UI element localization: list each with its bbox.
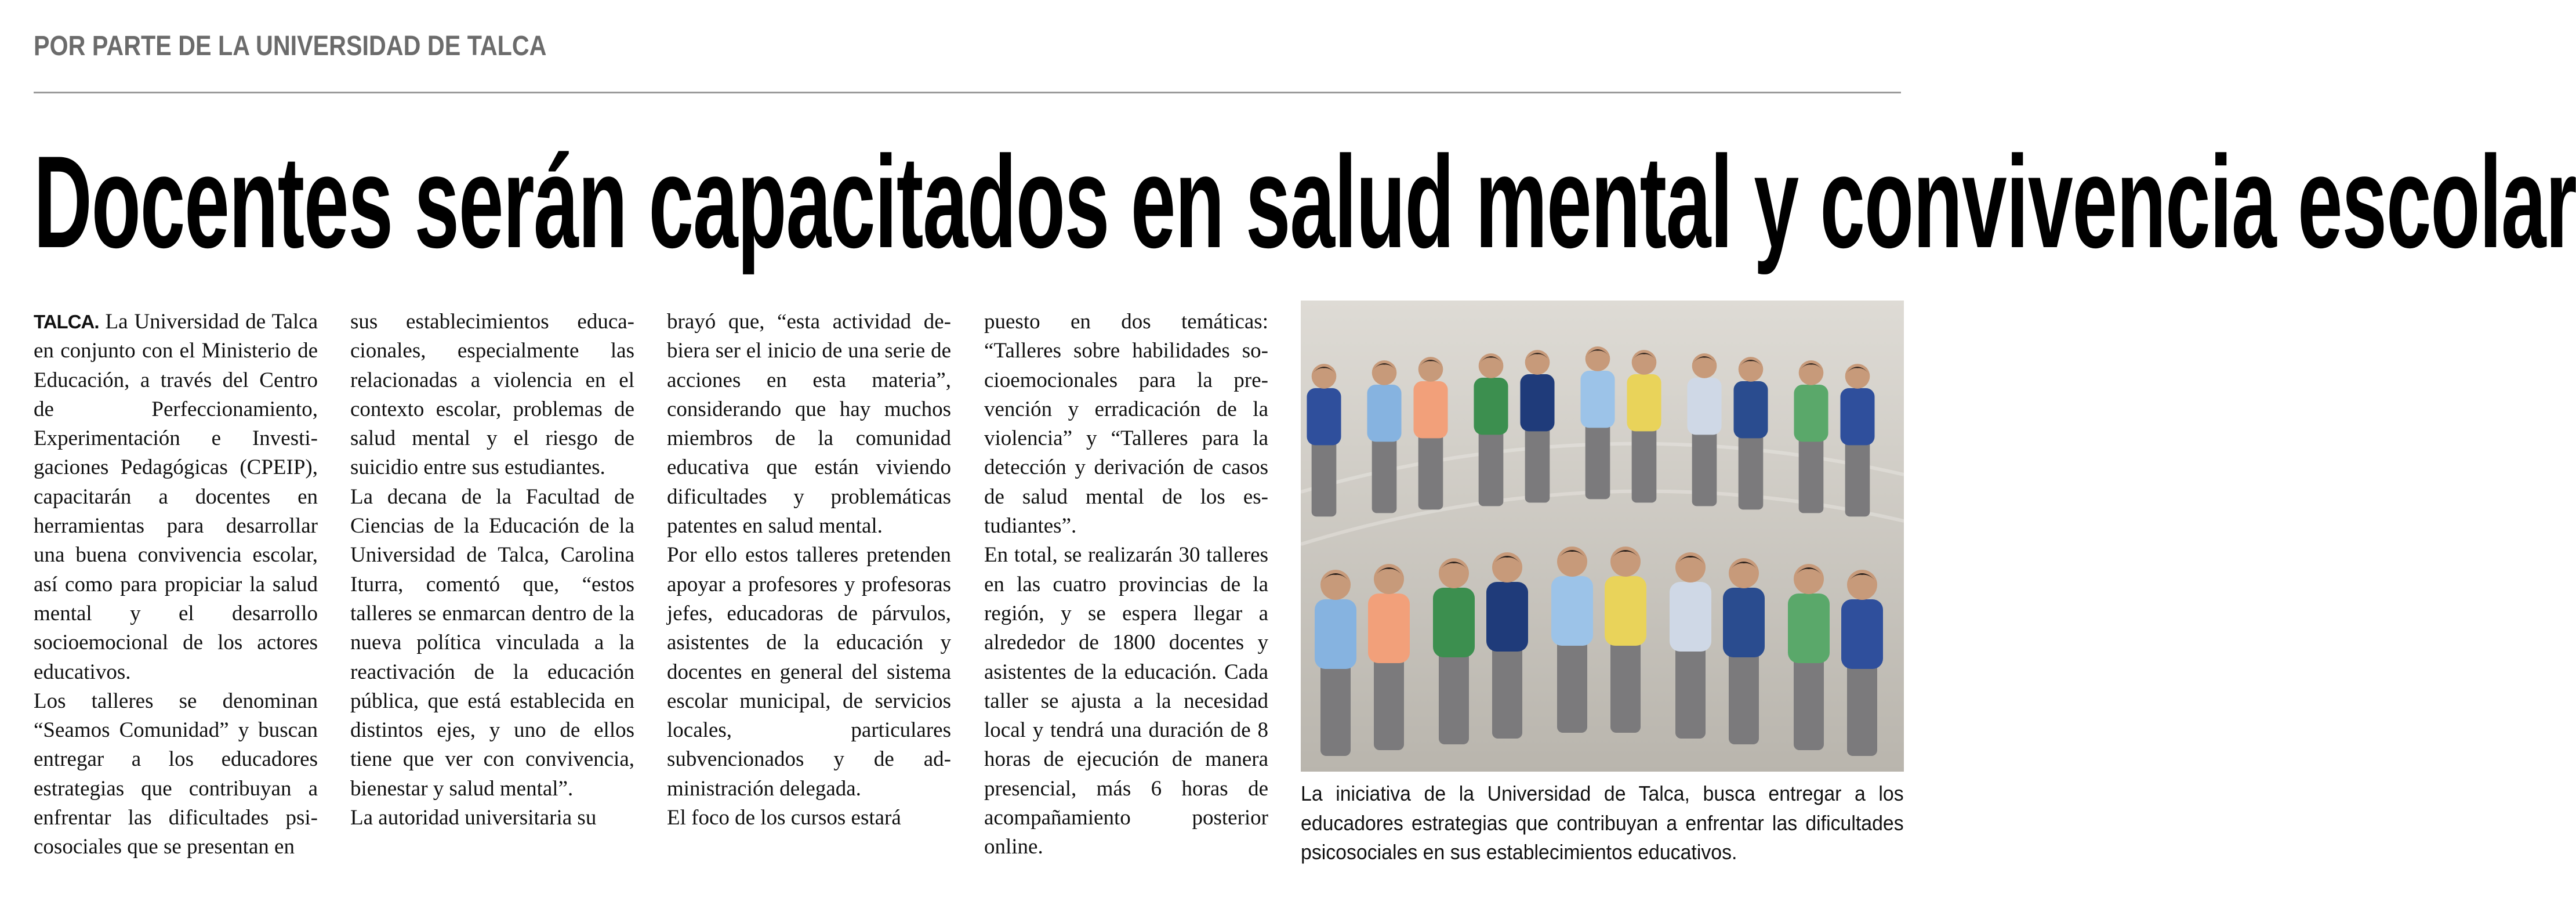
article-column-2: [350, 307, 634, 833]
article-photo: [1301, 301, 1904, 772]
column-1-paragraph-2: Los talleres se denominan “Seamos Comunidad” y buscan entregar a los educadores estrategias que contribuyan a enfrentar las dificultades psicosociales que se presentan en: [34, 689, 318, 859]
article-column-4: [984, 307, 1268, 862]
headline: Docentes serán capacitados en salud mental y convivencia escolar: [34, 128, 2576, 275]
column-4-paragraph-2: En total, se realizarán 30 talleres en las cuatro provincias de la región, y se espera llegar a alrededor de 1800 docentes y asistentes de la educación. Cada taller se ajusta a la necesidad local y tendrá una duración de 8 horas de ejecución de manera presencial, más 6 horas de acompañamiento posterior online.: [984, 543, 1268, 859]
column-4-paragraph-1: puesto en dos temáticas: “Talleres sobre habilidades socioemocionales para la prevención y erradicación de la violencia” y “Talleres para la detección y derivación de casos de salud mental de los estudiantes”.: [984, 310, 1268, 538]
article-column-1: [34, 307, 318, 862]
students-circle-illustration: [1301, 301, 1904, 772]
column-2-paragraph-1: sus establecimientos educacionales, especialmente las relacionadas a violencia en el contexto escolar, problemas de salud mental y el riesgo de suicidio entre sus estudiantes.: [350, 310, 634, 480]
photo-caption: La iniciativa de la Universidad de Talca, busca entregar a los educadores estrategias que contribuyan a enfrentar las dificultades psicosociales en sus establecimientos educativos.: [1301, 781, 1904, 864]
column-3-paragraph-2: Por ello estos talleres pretenden apoyar a profesores y profesoras jefes, educadoras de párvulos, asistentes de la educación y docentes en general del sistema escolar municipal, de servicios locales, particulares subvencionados y de administración delegada.: [667, 543, 951, 801]
section-rule: [34, 92, 1901, 93]
column-3-paragraph-1: brayó que, “esta actividad debiera ser el inicio de una serie de acciones en esta materia”, considerando que hay muchos miembros de la comunidad educativa que están viviendo dificultades y problemáticas patentes en salud mental.: [667, 310, 951, 538]
section-kicker: POR PARTE DE LA UNIVERSIDAD DE TALCA: [34, 31, 547, 61]
column-2-paragraph-2: La decana de la Facultad de Ciencias de la Educación de la Universidad de Talca, Carolina Iturra, comentó que, “estos talleres se enmarcan dentro de la nueva política vinculada a la reactivación de la educación pública, que está establecida en distintos ejes, y uno de ellos tiene que ver con convivencia, bienestar y salud mental”.: [350, 484, 634, 801]
column-2-paragraph-3: La autoridad universitaria su: [350, 806, 597, 830]
column-1-paragraph-1-text: La Universidad de Talca en conjunto con el Ministerio de Educación, a través del Centro de Perfeccionamiento, Experimentación e Investigaciones Pedagógicas (CPEIP), capacitarán a docentes en herramientas para desarrollar una buena convivencia escolar, así como para propiciar la salud mental y el desarrollo socioemocional de los actores educativos.: [34, 310, 318, 684]
article-column-3: [667, 307, 951, 833]
column-1-paragraph-1: [34, 307, 318, 687]
dateline: TALCA.: [34, 311, 99, 332]
column-3-paragraph-3: El foco de los cursos estará: [667, 806, 901, 830]
